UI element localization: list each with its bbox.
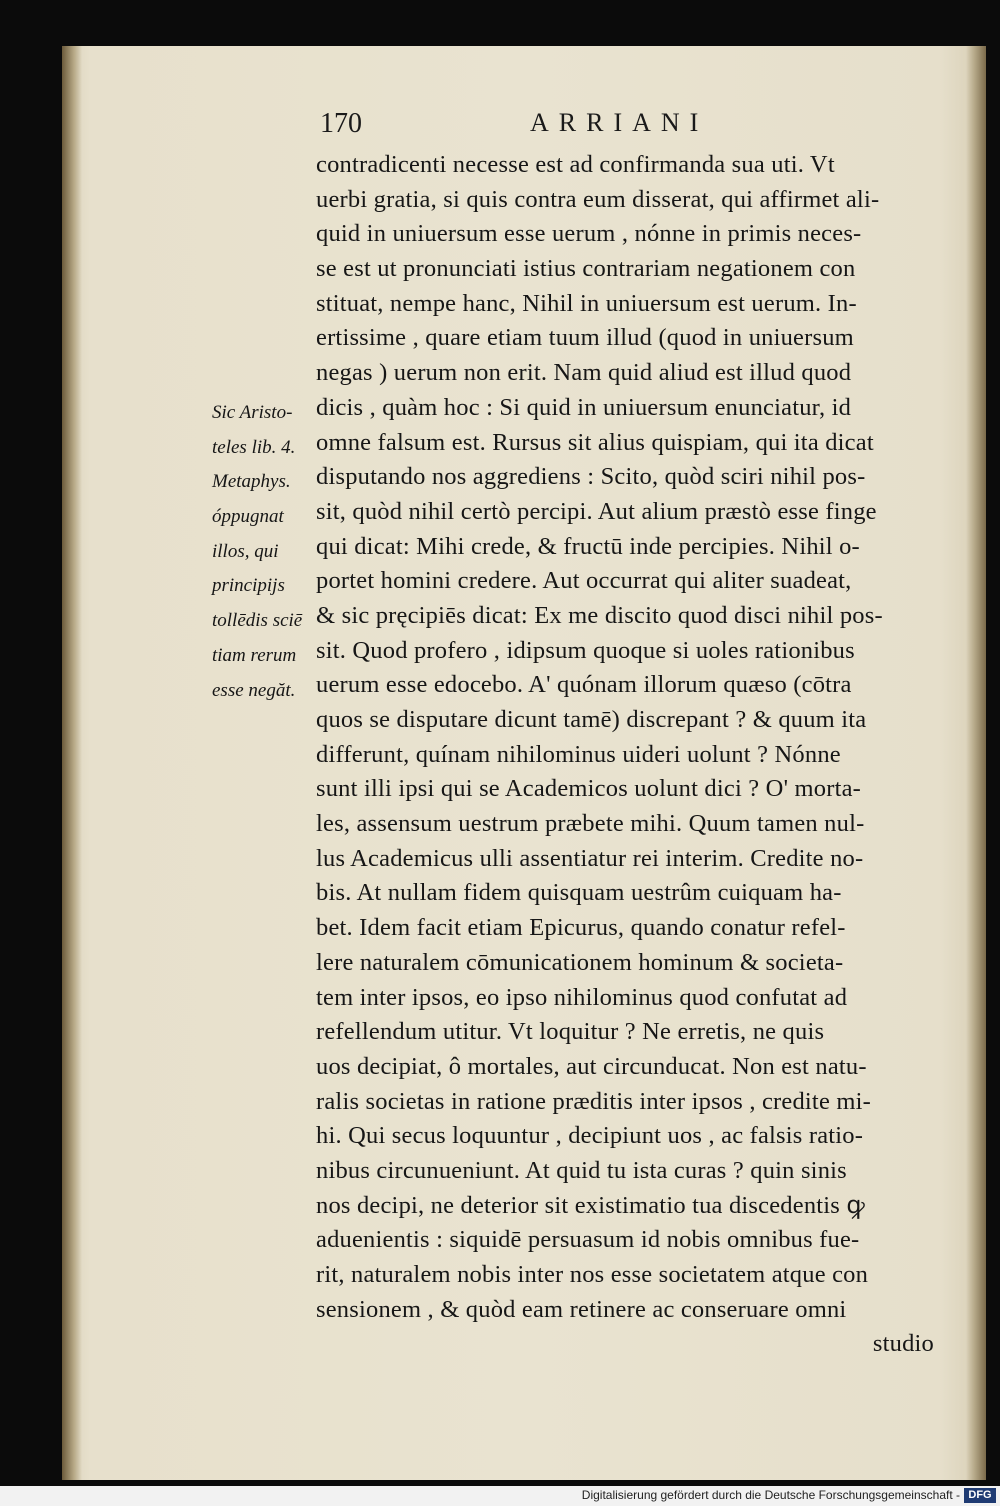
text-line: tem inter ipsos, eo ipso nihilominus quod confutat ad <box>316 983 848 1011</box>
text-line: negas ) uerum non erit. Nam quid aliud est illud quod <box>316 359 852 387</box>
marginal-note <box>212 396 316 708</box>
text-line: bis. At nullam fidem quisquam uestrûm cuiquam ha- <box>316 879 842 907</box>
text-line: qui dicat: Mihi crede, & fructū inde percipies. Nihil o- <box>316 532 860 560</box>
text-line: ralis societas in ratione præditis inter ipsos , credite mi- <box>316 1087 871 1115</box>
running-title: ARRIANI <box>530 108 709 137</box>
text-line: lere naturalem cōmunicationem hominum & societa- <box>316 948 844 976</box>
text-line: uerum esse edocebo. A' quónam illorum quæso (cōtra <box>316 671 852 699</box>
text-line: quid in uniuersum esse uerum , nónne in primis neces- <box>316 220 862 248</box>
text-line: ertissime , quare etiam tuum illud (quod in uniuersum <box>316 324 854 352</box>
marginal-line: óppugnat <box>212 506 284 528</box>
text-line: sensionem , & quòd eam retinere ac conseruare omni <box>316 1295 847 1323</box>
marginal-line: tollēdis sciē <box>212 610 303 632</box>
text-line: stituat, nempe hanc, Nihil in uniuersum est uerum. In- <box>316 289 857 317</box>
text-line: & sic pręcipiēs dicat: Ex me discito quod disci nihil pos- <box>316 601 883 629</box>
marginal-line: illos, qui <box>212 540 279 562</box>
page-edge-left <box>62 46 82 1480</box>
text-line: portet homini credere. Aut occurrat qui aliter suadeat, <box>316 567 852 595</box>
marginal-line: esse negăt. <box>212 679 296 701</box>
text-line: refellendum utitur. Vt loquitur ? Ne erretis, ne quis <box>316 1018 825 1046</box>
text-line: sit. Quod profero , idipsum quoque si uoles rationibus <box>316 636 855 664</box>
catchword: studio <box>872 1330 934 1358</box>
footer-bar <box>0 1486 1000 1506</box>
text-line: hi. Qui secus loquuntur , decipiunt uos , ac falsis ratio- <box>316 1122 864 1150</box>
marginal-line: Metaphys. <box>212 471 291 493</box>
text-line: contradicenti necesse est ad confirmanda sua uti. Vt <box>316 151 835 178</box>
dfg-logo: DFG <box>964 1488 996 1503</box>
text-line: sit, quòd nihil certò percipi. Aut alium præstò esse finge <box>316 497 877 525</box>
text-line: quos se disputare dicunt tamē) discrepant ? & quum ita <box>316 706 867 733</box>
text-line: bet. Idem facit etiam Epicurus, quando conatur refel- <box>316 914 846 942</box>
page-edge-right <box>966 46 986 1480</box>
text-line: nos decipi, ne deterior sit existimatio tua discedentis ꝙ <box>316 1191 865 1219</box>
text-line: nibus circunueniunt. At quid tu ista curas ? quin sinis <box>316 1156 847 1184</box>
text-line: sunt illi ipsi qui se Academicos uolunt dici ? O' morta- <box>316 775 862 803</box>
text-line: se est ut pronunciati istius contrariam negationem con <box>316 255 856 283</box>
text-line: rit, naturalem nobis inter nos esse societatem atque con <box>316 1261 869 1288</box>
marginal-line: tiam rerum <box>212 644 297 666</box>
text-line: les, assensum uestrum præbete mihi. Quum tamen nul- <box>316 810 865 838</box>
marginal-line: Sic Aristo- <box>212 402 293 423</box>
text-line: disputando nos aggrediens : Scito, quòd sciri nihil pos- <box>316 463 866 491</box>
page-header <box>320 108 930 148</box>
text-line: uerbi gratia, si quis contra eum disserat, qui affirmet ali- <box>316 185 880 213</box>
text-line: uos decipiat, ô mortales, aut circunducat. Non est natu- <box>316 1052 867 1080</box>
text-line: omne falsum est. Rursus sit alius quispiam, qui ita dicat <box>316 428 874 456</box>
text-line: lus Academicus ulli assentiatur rei interim. Credite no- <box>316 844 864 872</box>
marginal-line: teles lib. 4. <box>212 436 296 458</box>
text-line: dicis , quàm hoc : Si quid in uniuersum enunciatur, id <box>316 393 852 421</box>
text-line: differunt, quínam nihilominus uideri uolunt ? Nónne <box>316 740 841 768</box>
digitization-credit: Digitalisierung gefördert durch die Deutsche Forschungsgemeinschaft - <box>581 1488 960 1502</box>
text-line: aduenientis : siquidē persuasum id nobis omnibus fue- <box>316 1226 860 1254</box>
marginal-line: principijs <box>212 575 285 597</box>
page-number: 170 <box>320 108 362 139</box>
body-text <box>316 148 938 1362</box>
